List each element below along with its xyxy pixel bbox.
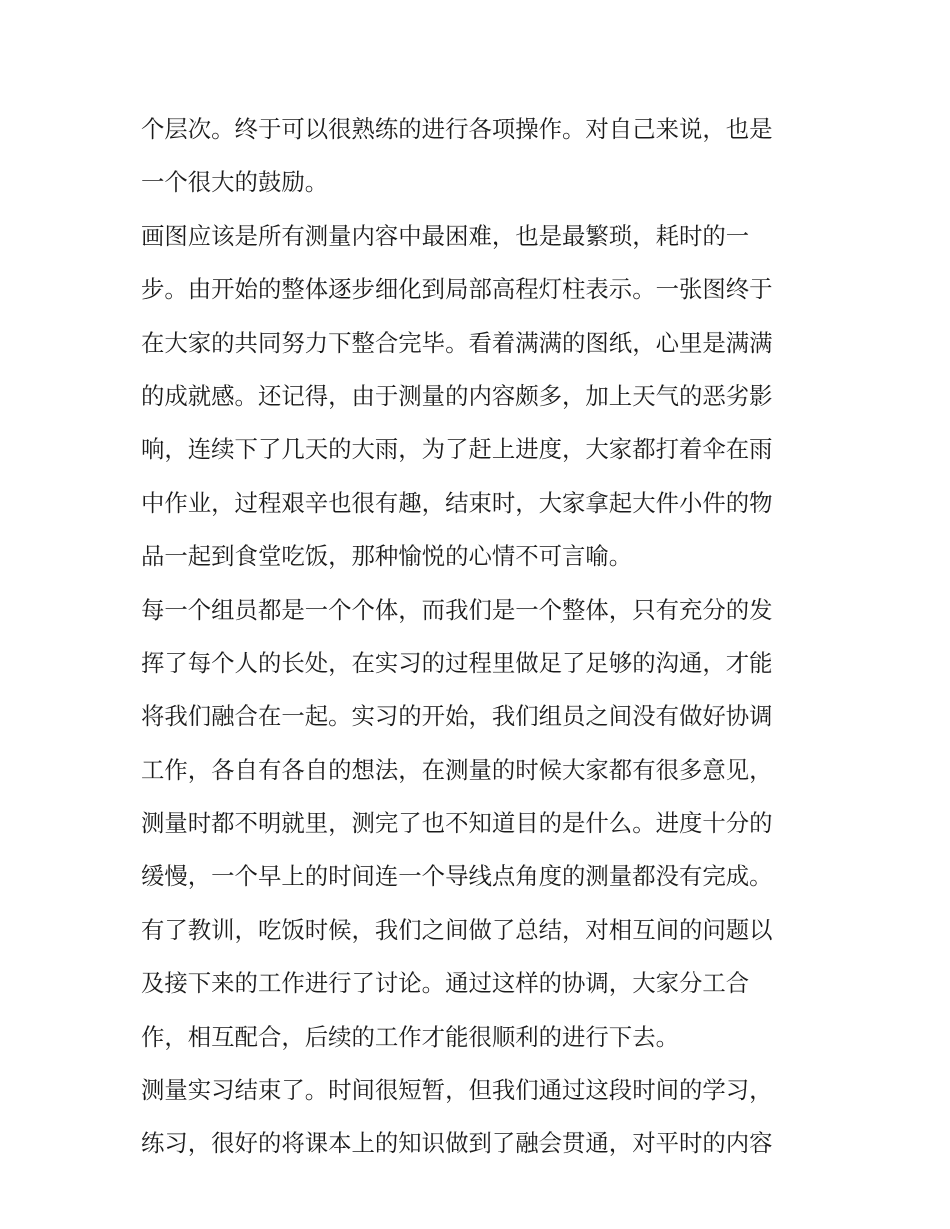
text-line-2: 一个很大的鼓励。	[141, 168, 329, 197]
text-line-11: 挥了每个人的长处，在实习的过程里做足了足够的沟通，才能	[141, 648, 773, 677]
text-line-8: 中作业，过程艰辛也很有趣，结束时，大家拿起大件小件的物	[141, 488, 773, 517]
text-line-18: 作，相互配合，后续的工作才能很顺利的进行下去。	[141, 1022, 679, 1051]
body-text	[141, 103, 821, 1171]
text-line-12: 将我们融合在一起。实习的开始，我们组员之间没有做好协调	[141, 702, 773, 731]
text-line-15: 缓慢，一个早上的时间连一个导线点角度的测量都没有完成。	[141, 862, 773, 891]
text-line-19: 测量实习结束了。时间很短暂，但我们通过这段时间的学习，	[141, 1076, 773, 1105]
text-line-6: 的成就感。还记得，由于测量的内容颇多，加上天气的恶劣影	[141, 381, 773, 410]
text-line-1: 个层次。终于可以很熟练的进行各项操作。对自己来说，也是	[141, 115, 773, 143]
text-line-5: 在大家的共同努力下整合完毕。看着满满的图纸，心里是满满	[141, 328, 773, 357]
text-line-17: 及接下来的工作进行了讨论。通过这样的协调，大家分工合	[141, 969, 750, 998]
text-line-16: 有了教训，吃饭时候，我们之间做了总结，对相互间的问题以	[141, 915, 773, 944]
text-line-13: 工作，各自有各自的想法，在测量的时候大家都有很多意见，	[141, 755, 773, 784]
text-line-3: 画图应该是所有测量内容中最困难，也是最繁琐，耗时的一	[141, 221, 750, 250]
text-line-14: 测量时都不明就里，测完了也不知道目的是什么。进度十分的	[141, 809, 773, 838]
text-line-10: 每一个组员都是一个个体，而我们是一个整体，只有充分的发	[141, 595, 773, 624]
text-line-9: 品一起到食堂吃饭，那种愉悦的心情不可言喻。	[141, 542, 633, 571]
text-line-20: 练习，很好的将课本上的知识做到了融会贯通，对平时的内容	[141, 1129, 773, 1158]
text-line-7: 响，连续下了几天的大雨，为了赶上进度，大家都打着伞在雨	[141, 435, 773, 464]
text-line-4: 步。由开始的整体逐步细化到局部高程灯柱表示。一张图终于	[141, 275, 773, 304]
